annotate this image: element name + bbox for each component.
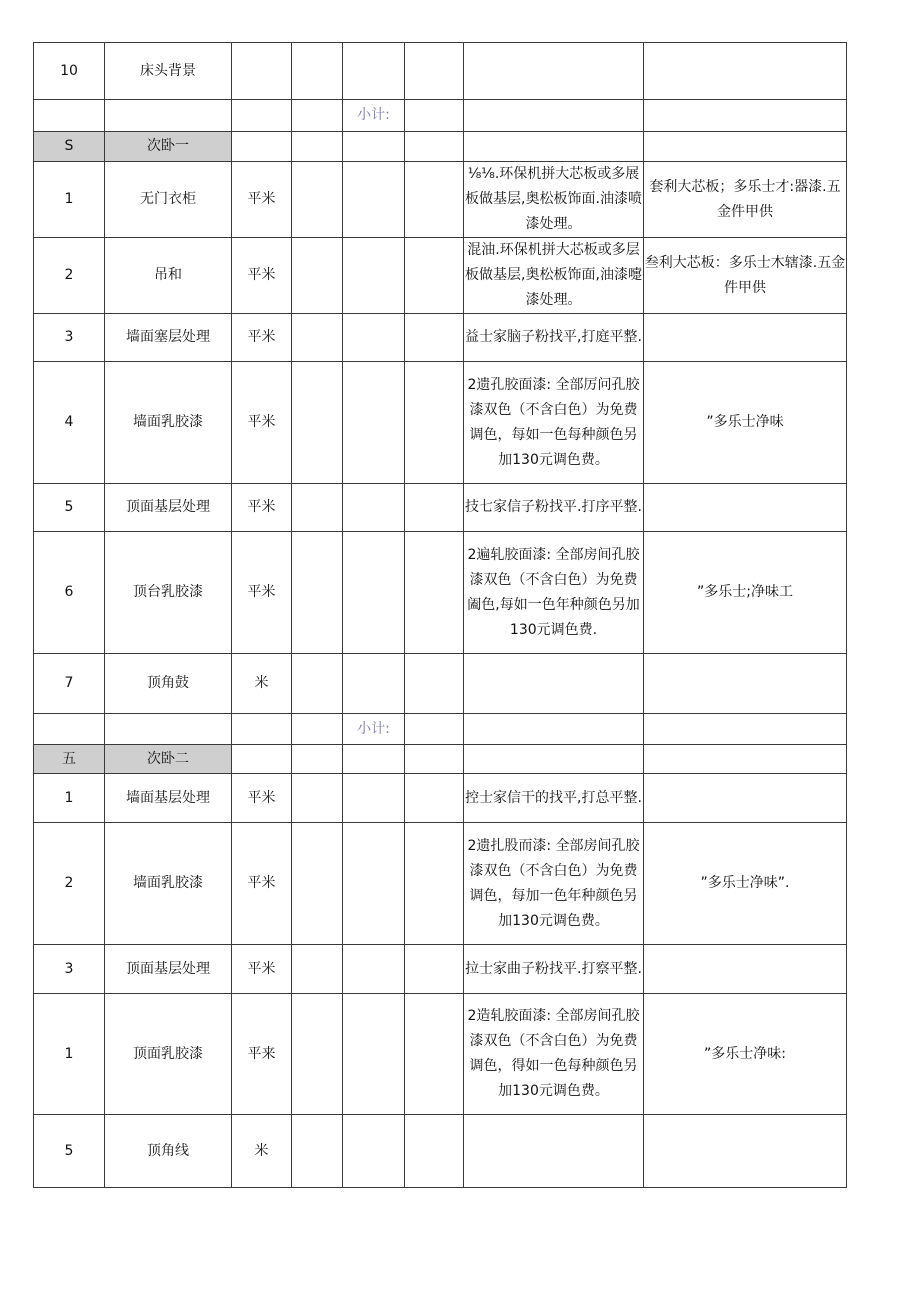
item-note bbox=[644, 654, 847, 714]
item-note: ”多乐士净味 bbox=[644, 362, 847, 484]
item-number: 5 bbox=[34, 484, 105, 532]
item-name: 顶台乳胶漆 bbox=[105, 532, 232, 654]
item-unit: 米 bbox=[232, 1115, 292, 1188]
item-name: 顶面乳胶漆 bbox=[105, 994, 232, 1115]
item-name: 吊和 bbox=[105, 238, 232, 314]
table-row bbox=[34, 945, 847, 994]
item-unit: 平米 bbox=[232, 823, 292, 945]
section-number: 五 bbox=[34, 745, 105, 774]
item-unit: 平米 bbox=[232, 774, 292, 823]
item-description bbox=[464, 1115, 644, 1188]
item-note: ”多乐士;净味工 bbox=[644, 532, 847, 654]
table-row bbox=[34, 362, 847, 484]
table-row bbox=[34, 532, 847, 654]
item-description: 2遗孔胶面漆: 全部厉问孔胶漆双色（不含白色）为免费调色，每如一色每种颜色另加130元调色费。 bbox=[464, 362, 644, 484]
subtotal-row bbox=[34, 714, 847, 745]
item-note bbox=[644, 314, 847, 362]
item-description bbox=[464, 654, 644, 714]
table-row bbox=[34, 654, 847, 714]
item-description: 混油.环保机拼大芯板或多层板做基层,奥松板饰面,油漆嚏漆处理。 bbox=[464, 238, 644, 314]
table-row bbox=[34, 1115, 847, 1188]
item-name: 墙面塞层处理 bbox=[105, 314, 232, 362]
item-unit: 平米 bbox=[232, 314, 292, 362]
table-row bbox=[34, 238, 847, 314]
subtotal-label: 小计: bbox=[343, 100, 405, 132]
item-name: 墙面基层处理 bbox=[105, 774, 232, 823]
section-title: 次卧一 bbox=[105, 132, 232, 162]
item-name: 顶角鼓 bbox=[105, 654, 232, 714]
subtotal-label: 小计: bbox=[343, 714, 405, 745]
item-number: 1 bbox=[34, 994, 105, 1115]
item-name: 顶面基层处理 bbox=[105, 484, 232, 532]
item-note bbox=[644, 945, 847, 994]
section-header bbox=[34, 132, 847, 162]
item-note bbox=[644, 484, 847, 532]
subtotal-row bbox=[34, 100, 847, 132]
section-title: 次卧二 bbox=[105, 745, 232, 774]
item-note: ”多乐士净味”. bbox=[644, 823, 847, 945]
table-row bbox=[34, 314, 847, 362]
item-number: 1 bbox=[34, 774, 105, 823]
item-description: 控士家信干的找平,打总平整. bbox=[464, 774, 644, 823]
item-number: 3 bbox=[34, 945, 105, 994]
item-number: 1 bbox=[34, 162, 105, 238]
table-row bbox=[34, 994, 847, 1115]
item-description: 益士家脑子粉找平,打庭平整. bbox=[464, 314, 644, 362]
item-number: 2 bbox=[34, 238, 105, 314]
item-description: 拉士家曲子粉找平.打察平整. bbox=[464, 945, 644, 994]
item-unit: 米 bbox=[232, 654, 292, 714]
quotation-table bbox=[33, 42, 847, 1188]
item-unit: 平来 bbox=[232, 994, 292, 1115]
item-name: 墙面乳胶漆 bbox=[105, 823, 232, 945]
item-note: 叁利大芯板：多乐士木辖漆.五金件甲供 bbox=[644, 238, 847, 314]
item-note bbox=[644, 1115, 847, 1188]
section-number: S bbox=[34, 132, 105, 162]
item-unit: 平米 bbox=[232, 484, 292, 532]
item-name: 无门衣柜 bbox=[105, 162, 232, 238]
item-name: 顶角线 bbox=[105, 1115, 232, 1188]
table-row bbox=[34, 162, 847, 238]
item-number: 2 bbox=[34, 823, 105, 945]
item-unit: 平米 bbox=[232, 362, 292, 484]
item-note: ”多乐士净味: bbox=[644, 994, 847, 1115]
item-description: 2遍轧胶面漆: 全部房间孔胶漆双色（不含白色）为免费阖色,每如一色年种颜色另加130元调色费. bbox=[464, 532, 644, 654]
item-unit: 平米 bbox=[232, 162, 292, 238]
item-note bbox=[644, 774, 847, 823]
item-number: 10 bbox=[34, 43, 105, 100]
item-description: 技七家信子粉找平.打序平整. bbox=[464, 484, 644, 532]
item-description: 2遗扎股而漆: 全部房间孔胶漆双色（不含白色）为免费调色，每加一色年种颜色另加130元调色费。 bbox=[464, 823, 644, 945]
item-note: 套利大芯板；多乐士才:器漆.五金件甲供 bbox=[644, 162, 847, 238]
item-number: 7 bbox=[34, 654, 105, 714]
table-row bbox=[34, 823, 847, 945]
item-name: 顶面基层处理 bbox=[105, 945, 232, 994]
item-unit: 平米 bbox=[232, 945, 292, 994]
item-name: 床头背景 bbox=[105, 43, 232, 100]
table-row bbox=[34, 43, 847, 100]
item-description: 2造轧胶面漆: 全部房间孔胶漆双色（不含白色）为免费调色，得如一色每种颜色另加130元调色费。 bbox=[464, 994, 644, 1115]
item-unit: 平米 bbox=[232, 532, 292, 654]
item-name: 墙面乳胶漆 bbox=[105, 362, 232, 484]
table-row bbox=[34, 484, 847, 532]
item-number: 3 bbox=[34, 314, 105, 362]
table-row bbox=[34, 774, 847, 823]
item-unit: 平米 bbox=[232, 238, 292, 314]
item-number: 6 bbox=[34, 532, 105, 654]
section-header bbox=[34, 745, 847, 774]
item-number: 5 bbox=[34, 1115, 105, 1188]
item-number: 4 bbox=[34, 362, 105, 484]
item-description: ⅛⅛.环保机拼大芯板或多展板做基层,奥松板饰面.油漆喷漆处理。 bbox=[464, 162, 644, 238]
